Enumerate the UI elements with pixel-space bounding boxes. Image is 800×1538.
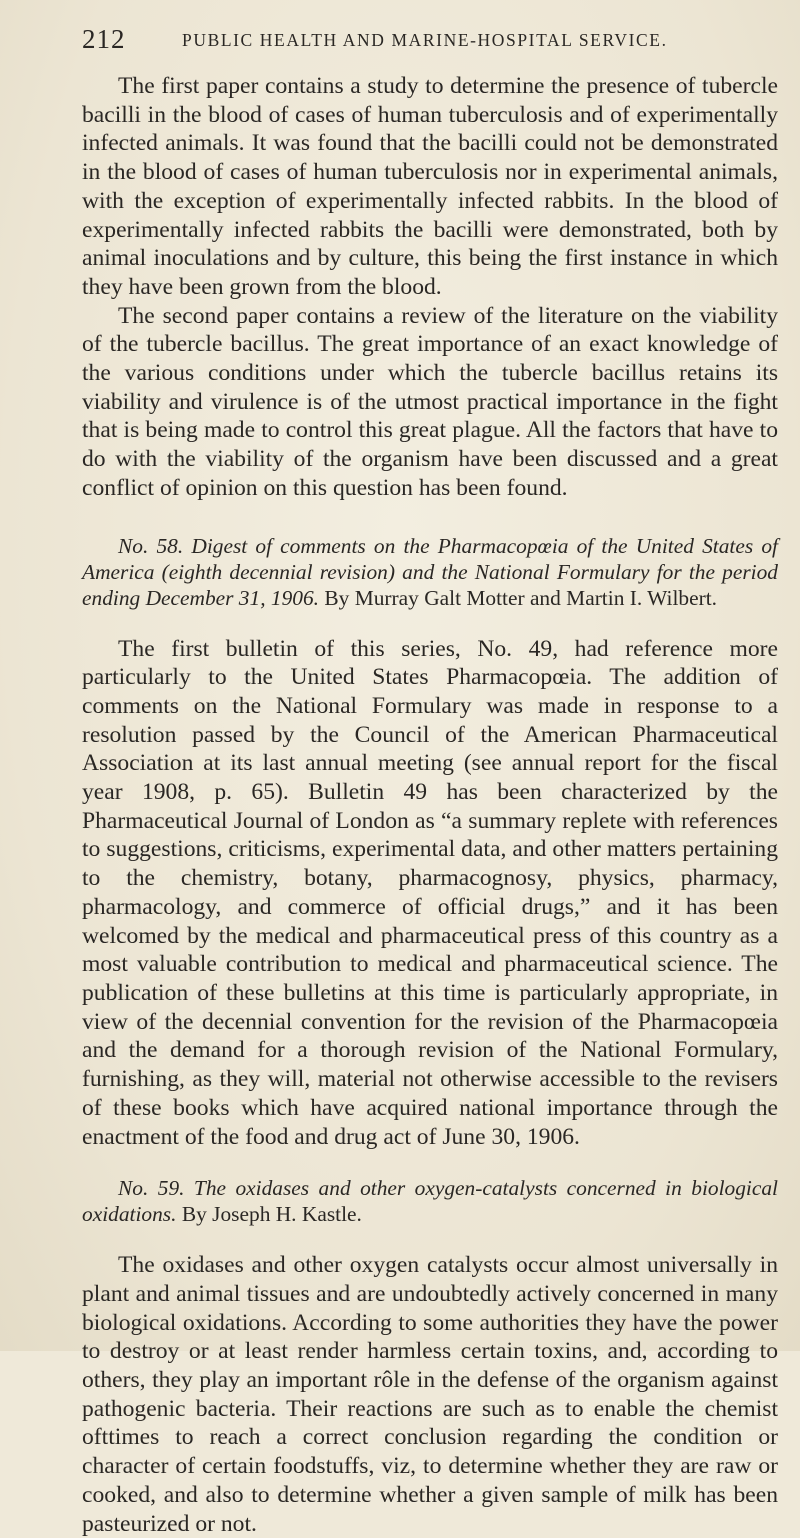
paragraph-tubercle-viability: The second paper contains a review of the literature on the viability of the tubercle bacillus. The great importance of an exact knowledge of the various conditions under which the tubercle bacillus retains its viability and virulence is of the utmost practical importance in the fight that is being made to control this great plague. All the factors that have to do with the viability of the organism have been discussed and a great conflict of opinion on this question has been found.: [82, 302, 778, 501]
running-head: [82, 24, 778, 54]
paragraph-oxidases: The oxidases and other oxygen catalysts occur almost universally in plant and animal tissues and are undoubtedly actively concerned in many biological oxidations. According to some authorities they have the power to destroy or at least render harmless certain toxins, and, according to others, they play an important rôle in the defense of the organism against pathogenic bacteria. Their reactions are such as to enable the chemist ofttimes to reach a correct conclusion regarding the condition or character of certain foodstuffs, viz, to determine whether they are raw or cooked, and also to determine whether a given sample of milk has been pasteurized or not.: [82, 1252, 778, 1537]
paragraph-tubercle-blood: The first paper contains a study to determine the presence of tubercle bacilli in the blood of cases of human tuberculosis and of experimentally infected animals. It was found that the bacilli could not be demonstrated in the blood of cases of human tuberculosis nor in experimental animals, with the exception of experimentally infected rabbits. In the blood of experimentally infected rabbits the bacilli were demonstrated, both by animal inoculations and by culture, this being the first instance in which they have been grown from the blood.: [82, 73, 778, 300]
bulletin-58-heading: [82, 533, 778, 611]
bulletin-58-title: No. 58. Digest of comments on the Pharmacopœia of the United States of America (eighth decennial revision) and the National Formulary for the period ending December 31, 1906.: [82, 533, 778, 610]
body-text: [82, 72, 778, 1538]
running-title: PUBLIC HEALTH AND MARINE-HOSPITAL SERVICE.: [182, 30, 668, 50]
bulletin-58-author: By Murray Galt Motter and Martin I. Wilbert.: [324, 585, 717, 610]
bulletin-59-author: By Joseph H. Kastle.: [181, 1202, 362, 1227]
bulletin-59-title: No. 59. The oxidases and other oxygen-catalysts concerned in biological oxidations.: [82, 1176, 778, 1227]
bulletin-59-heading: [82, 1175, 778, 1227]
paragraph-pharmacopoeia: The first bulletin of this series, No. 49, had reference more particularly to the United States Pharmacopœia. The addition of comments on the National Formulary was made in response to a resolution passed by the Council of the American Pharmaceutical Association at its last annual meeting (see annual report for the fiscal year 1908, p. 65). Bulletin 49 has been characterized by the Pharmaceutical Journal of London as “a summary replete with references to suggestions, criticisms, experimental data, and other matters pertaining to the chemistry, botany, pharmacognosy, physics, pharmacy, pharmacology, and commerce of official drugs,” and it has been welcomed by the medical and pharmaceutical press of this country as a most valuable contribution to medical and pharmaceutical science. The publication of these bulletins at this time is particularly appropriate, in view of the decennial convention for the revision of the Pharmacopœia and the demand for a thorough revision of the National Formulary, furnishing, as they will, material not otherwise accessible to the revisers of these books which have acquired national importance through the enactment of the food and drug act of June 30, 1906.: [82, 635, 778, 1150]
page-number: 212: [82, 24, 126, 54]
